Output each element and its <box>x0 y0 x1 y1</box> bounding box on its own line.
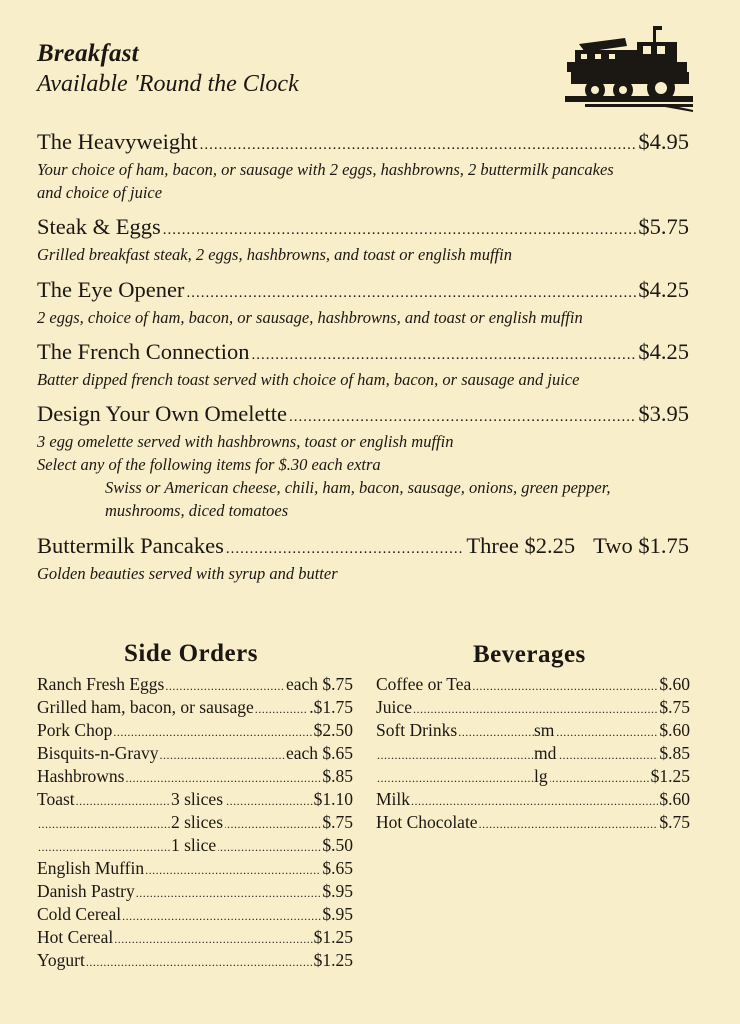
item-name: The Heavyweight <box>37 129 198 154</box>
menu-item <box>37 401 689 522</box>
row-price: each $.75 <box>285 674 353 694</box>
side-orders-list <box>37 673 353 972</box>
menu-item <box>37 533 689 585</box>
row-label: Ranch Fresh Eggs <box>37 674 165 694</box>
menu-item <box>37 129 689 204</box>
row-label: Juice <box>376 697 412 717</box>
row-price: each $.65 <box>285 743 353 763</box>
row-price: $.95 <box>322 881 353 901</box>
leader-dots <box>165 673 285 698</box>
row-price: $.60 <box>659 720 690 740</box>
row-label: Toast <box>37 789 75 809</box>
row-sublabel: lg <box>534 766 548 786</box>
leader-dots <box>255 696 309 721</box>
side-orders-title: Side Orders <box>124 640 258 667</box>
row-price: $.75 <box>659 697 690 717</box>
row-label: Cold Cereal <box>37 904 122 924</box>
item-description: Grilled breakfast steak, 2 eggs, hashbrowns, and toast or english muffin <box>37 245 512 264</box>
row-label: Yogurt <box>37 950 85 970</box>
row-price: $.50 <box>322 835 353 855</box>
item-price: Three $2.25 <box>466 533 576 558</box>
row-price: $2.50 <box>313 720 353 740</box>
row-label: Milk <box>376 789 411 809</box>
leader-dots <box>413 696 658 721</box>
leader-dots <box>186 277 636 306</box>
row-price: $.75 <box>322 812 353 832</box>
price-row <box>376 788 690 811</box>
row-label: Hashbrowns <box>37 766 125 786</box>
item-price: $4.95 <box>638 129 689 154</box>
price-row <box>376 765 690 788</box>
beverages-list <box>376 673 690 834</box>
row-price: $.65 <box>322 858 353 878</box>
leader-dots <box>86 949 313 974</box>
leader-dots <box>145 857 321 882</box>
price-row <box>37 788 353 811</box>
leader-dots <box>114 926 312 951</box>
item-description: and choice of juice <box>37 183 163 202</box>
price-row <box>376 811 690 834</box>
price-row <box>37 857 353 880</box>
row-sublabel: 2 slices <box>171 812 224 832</box>
price-row <box>37 719 353 742</box>
item-price: $4.25 <box>638 277 689 302</box>
price-row <box>376 719 690 742</box>
leader-dots <box>126 765 322 790</box>
row-label: Coffee or Tea <box>376 674 472 694</box>
price-row <box>37 811 353 834</box>
leader-dots <box>289 401 636 430</box>
row-label: English Muffin <box>37 858 145 878</box>
item-name: Design Your Own Omelette <box>37 401 287 426</box>
row-price: $.60 <box>659 789 690 809</box>
row-label: Grilled ham, bacon, or sausage <box>37 697 254 717</box>
item-description: 2 eggs, choice of ham, bacon, or sausage, hashbrowns, and toast or english muffin <box>37 308 583 327</box>
price-row <box>37 742 353 765</box>
price-row <box>37 765 353 788</box>
price-row <box>37 903 353 926</box>
price-row <box>37 949 353 972</box>
price-row <box>37 696 353 719</box>
leader-dots <box>472 673 658 698</box>
item-description: 3 egg omelette served with hashbrowns, toast or english muffin <box>37 432 454 451</box>
row-price: $1.25 <box>313 927 353 947</box>
price-row <box>37 880 353 903</box>
price-row <box>376 742 690 765</box>
price-row <box>376 696 690 719</box>
item-description: Your choice of ham, bacon, or sausage with 2 eggs, hashbrowns, 2 buttermilk pancakes <box>37 160 614 179</box>
train-engine-icon <box>565 24 695 114</box>
leader-dots <box>226 533 465 562</box>
item-name: The Eye Opener <box>37 277 185 302</box>
item-description: Select any of the following items for $.30 each extra <box>37 455 381 474</box>
row-label: Soft Drinks <box>376 720 458 740</box>
omelette-extras: mushrooms, diced tomatoes <box>105 501 289 520</box>
row-price: $1.10 <box>313 789 353 809</box>
row-label: Bisquits-n-Gravy <box>37 743 159 763</box>
row-price: $.95 <box>322 904 353 924</box>
row-price: $.85 <box>659 743 690 763</box>
leader-dots <box>251 339 636 368</box>
item-name: The French Connection <box>37 339 250 364</box>
row-label: Pork Chop <box>37 720 113 740</box>
row-sublabel: sm <box>534 720 555 740</box>
leader-dots <box>136 880 322 905</box>
leader-dots <box>113 719 312 744</box>
row-price: $1.25 <box>650 766 690 786</box>
item-price: $5.75 <box>638 214 689 239</box>
row-sublabel: md <box>534 743 557 763</box>
row-price: $1.25 <box>313 950 353 970</box>
row-label: Hot Cereal <box>37 927 114 947</box>
leader-dots <box>160 742 285 767</box>
row-label: Hot Chocolate <box>376 812 478 832</box>
leader-dots <box>377 742 658 767</box>
leader-dots <box>411 788 658 813</box>
leader-dots <box>479 811 659 836</box>
price-row <box>37 834 353 857</box>
item-name: Steak & Eggs <box>37 214 161 239</box>
row-price: $.75 <box>659 812 690 832</box>
menu-subtitle: Available 'Round the Clock <box>37 71 299 97</box>
leader-dots <box>458 719 658 744</box>
omelette-extras: Swiss or American cheese, chili, ham, bacon, sausage, onions, green pepper, <box>105 478 611 497</box>
row-price: $.85 <box>322 766 353 786</box>
row-price: $.60 <box>659 674 690 694</box>
price-row <box>37 673 353 696</box>
beverages-title: Beverages <box>473 641 586 668</box>
row-price: .$1.75 <box>309 697 353 717</box>
item-price-alt: Two $1.75 <box>593 533 689 558</box>
menu-item <box>37 214 689 266</box>
item-description: Batter dipped french toast served with choice of ham, bacon, or sausage and juice <box>37 370 580 389</box>
item-description: Golden beauties served with syrup and butter <box>37 564 338 583</box>
row-sublabel: 3 slices <box>171 789 224 809</box>
row-label: Danish Pastry <box>37 881 135 901</box>
menu-item <box>37 339 689 391</box>
item-price: $4.25 <box>638 339 689 364</box>
menu-title: Breakfast <box>37 40 139 67</box>
leader-dots <box>122 903 321 928</box>
leader-dots <box>163 214 637 243</box>
leader-dots <box>377 765 650 790</box>
price-row <box>37 926 353 949</box>
item-price: $3.95 <box>638 401 689 426</box>
row-sublabel: 1 slice <box>171 835 217 855</box>
menu-item <box>37 277 689 329</box>
item-name: Buttermilk Pancakes <box>37 533 224 558</box>
leader-dots <box>200 129 637 158</box>
price-row <box>376 673 690 696</box>
